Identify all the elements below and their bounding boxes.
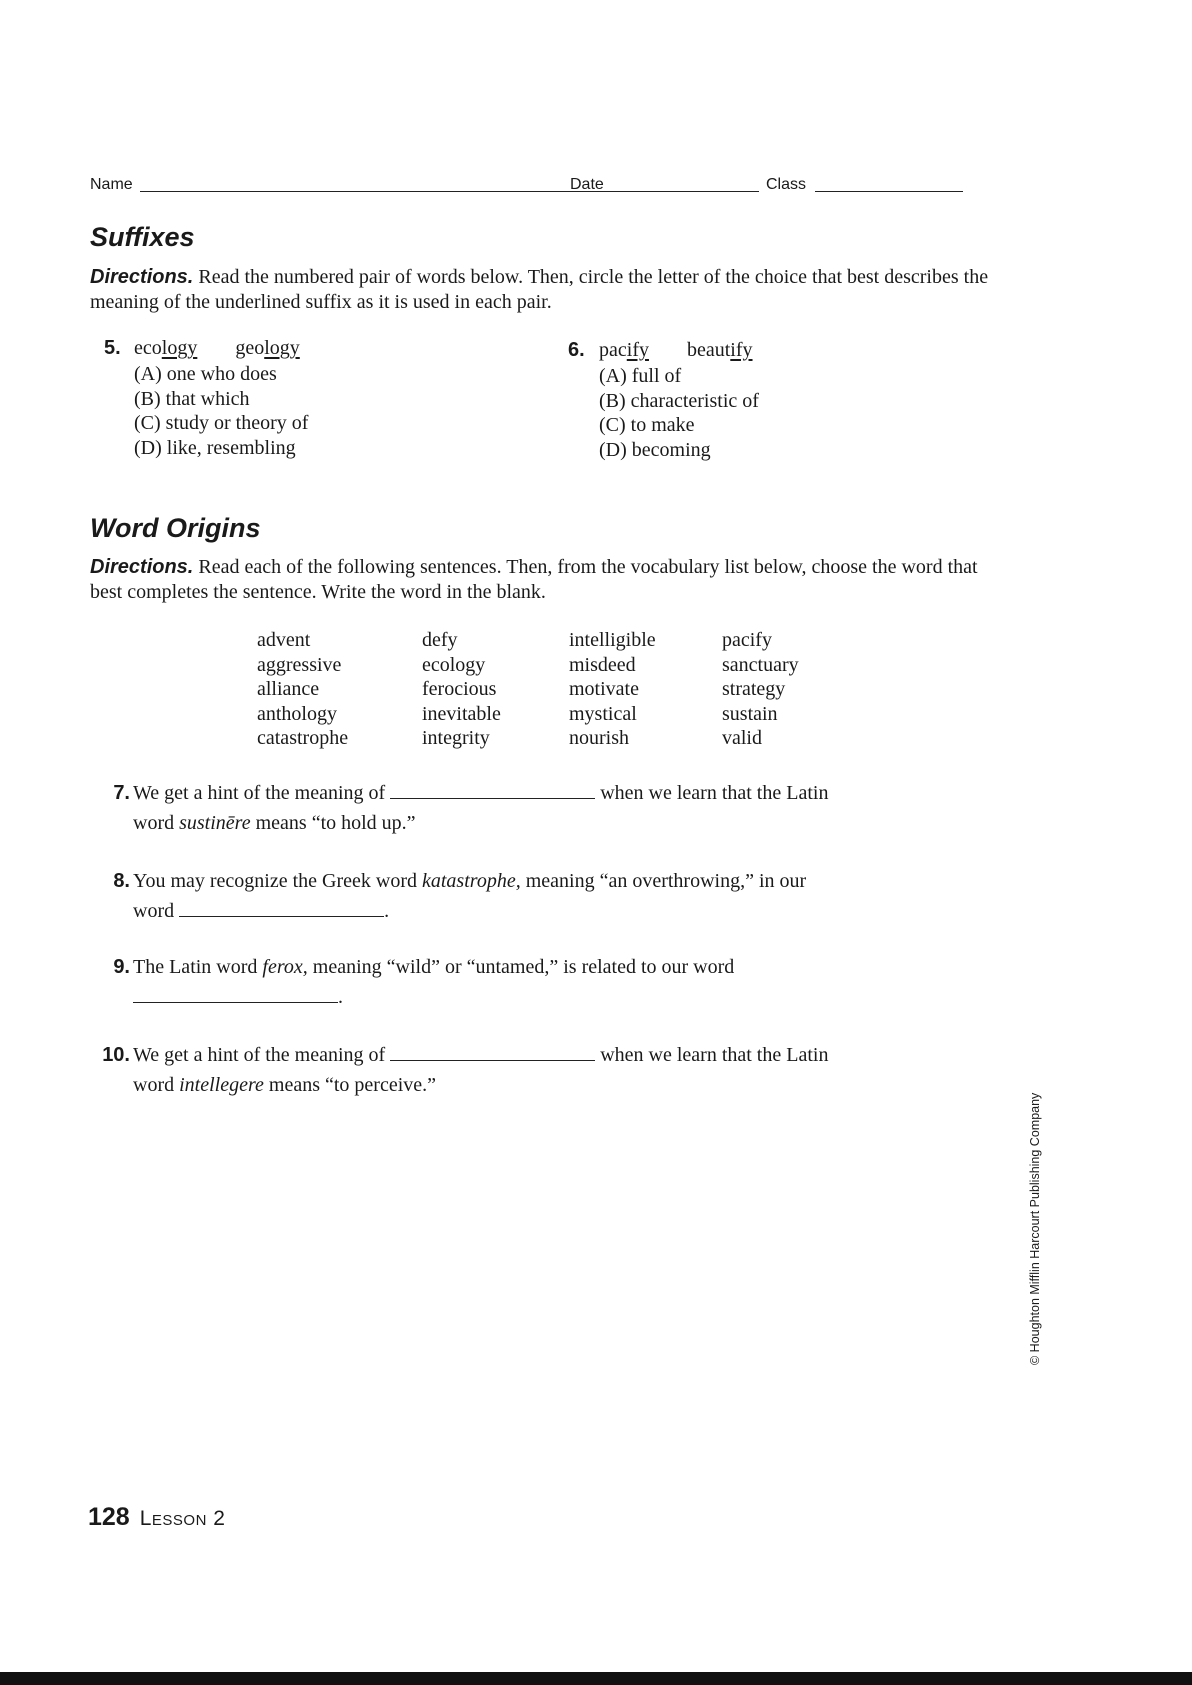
question-5 bbox=[104, 337, 308, 460]
item-number: 9. bbox=[113, 956, 130, 978]
choice-c[interactable]: (C) study or theory of bbox=[134, 412, 309, 434]
item-text: meaning “an overthrowing,” in our bbox=[525, 870, 807, 892]
item-text: when we learn that the Latin bbox=[600, 782, 829, 804]
item-text: word bbox=[133, 812, 175, 834]
name-label: Name bbox=[90, 176, 133, 193]
vocabulary-word: aggressive bbox=[257, 653, 342, 676]
vocabulary-word: defy bbox=[422, 629, 458, 651]
vocabulary-word: misdeed bbox=[569, 653, 636, 676]
latin-word: ferox, bbox=[262, 956, 308, 978]
vocabulary-word: sustain bbox=[722, 702, 778, 725]
question-number: 5. bbox=[104, 337, 121, 359]
choice-c[interactable]: (C) to make bbox=[599, 414, 695, 436]
word2-suffix: ify bbox=[730, 339, 753, 361]
vocabulary-column bbox=[257, 628, 348, 751]
item-text: We get a hint of the meaning of bbox=[133, 1044, 386, 1066]
choice-d[interactable]: (D) becoming bbox=[599, 438, 711, 461]
answer-blank[interactable] bbox=[179, 898, 384, 917]
choice-b[interactable]: (B) characteristic of bbox=[599, 389, 759, 412]
item-text: We get a hint of the meaning of bbox=[133, 782, 386, 804]
choice-d[interactable]: (D) like, resembling bbox=[134, 436, 296, 459]
page-edge-rule bbox=[0, 1672, 1192, 1685]
vocabulary-word: motivate bbox=[569, 678, 639, 700]
question-6 bbox=[568, 339, 759, 462]
item-number: 7. bbox=[113, 782, 130, 804]
word-origins-directions bbox=[90, 555, 990, 605]
latin-word: intellegere bbox=[179, 1074, 264, 1096]
vocabulary-word: inevitable bbox=[422, 702, 501, 725]
answer-blank[interactable] bbox=[390, 1042, 595, 1061]
word1-suffix: ify bbox=[626, 339, 649, 361]
vocabulary-word: catastrophe bbox=[257, 727, 349, 749]
section-title-word-origins: Word Origins bbox=[90, 513, 261, 543]
item-number: 8. bbox=[113, 870, 130, 892]
item-text: means “to hold up.” bbox=[255, 812, 416, 834]
directions-label: Directions. bbox=[90, 556, 194, 578]
word1-suffix: logy bbox=[161, 337, 198, 359]
item-punctuation: . bbox=[384, 900, 390, 922]
vocabulary-word: ferocious bbox=[422, 678, 497, 700]
directions-text: Read the numbered pair of words below. Then, circle the letter of the choice that best describes the meaning of the underlined suffix as it is used in each pair. bbox=[90, 266, 989, 313]
directions-text: Read each of the following sentences. Then, from the vocabulary list below, choose the word that best completes the sentence. Write the word in the blank. bbox=[90, 556, 978, 603]
date-field[interactable] bbox=[609, 191, 759, 192]
vocabulary-column bbox=[569, 628, 656, 751]
class-label: Class bbox=[766, 176, 807, 193]
vocabulary-word: mystical bbox=[569, 702, 637, 725]
word1-stem: eco bbox=[134, 337, 162, 359]
vocabulary-word: pacify bbox=[722, 629, 772, 651]
vocabulary-word: valid bbox=[722, 727, 762, 749]
item-text: when we learn that the Latin bbox=[600, 1044, 829, 1066]
vocabulary-word: integrity bbox=[422, 727, 490, 749]
vocabulary-word: nourish bbox=[569, 727, 629, 749]
item-number: 10. bbox=[102, 1044, 130, 1066]
item-text: word bbox=[133, 900, 175, 922]
vocabulary-word: advent bbox=[257, 629, 311, 651]
item-text: means “to perceive.” bbox=[268, 1074, 437, 1096]
vocabulary-word: anthology bbox=[257, 702, 337, 725]
choice-a[interactable]: (A) full of bbox=[599, 365, 682, 387]
latin-word: sustinēre bbox=[179, 812, 251, 834]
answer-blank[interactable] bbox=[390, 780, 595, 799]
page-footer bbox=[88, 1503, 225, 1532]
word2-suffix: logy bbox=[264, 337, 300, 359]
item-text: You may recognize the Greek word bbox=[133, 870, 417, 892]
vocabulary-column bbox=[422, 628, 501, 751]
item-punctuation: . bbox=[338, 986, 343, 1008]
choice-a[interactable]: (A) one who does bbox=[134, 363, 277, 385]
class-field[interactable] bbox=[815, 191, 963, 192]
greek-word: katastrophe, bbox=[422, 870, 521, 892]
question-number: 6. bbox=[568, 339, 585, 361]
page-number: 128 bbox=[88, 1503, 130, 1531]
suffixes-directions bbox=[90, 265, 990, 315]
vocabulary-word: sanctuary bbox=[722, 653, 799, 676]
word2-stem: beaut bbox=[686, 339, 731, 361]
section-title-suffixes: Suffixes bbox=[90, 222, 195, 252]
vocabulary-word: alliance bbox=[257, 678, 320, 700]
item-text: word bbox=[133, 1074, 175, 1096]
answer-blank[interactable] bbox=[133, 984, 338, 1003]
vocabulary-word: ecology bbox=[422, 653, 486, 676]
item-text: The Latin word bbox=[133, 956, 258, 978]
directions-label: Directions. bbox=[90, 266, 194, 288]
word1-stem: pac bbox=[599, 339, 627, 361]
copyright-notice: © Houghton Mifflin Harcourt Publishing Company bbox=[1028, 1092, 1042, 1365]
vocabulary-word: intelligible bbox=[569, 629, 656, 651]
date-label: Date bbox=[570, 176, 604, 193]
choice-b[interactable]: (B) that which bbox=[134, 387, 250, 410]
item-text: meaning “wild” or “untamed,” is related to our word bbox=[312, 956, 735, 978]
vocabulary-column bbox=[722, 628, 799, 751]
lesson-label: Lesson 2 bbox=[139, 1507, 226, 1530]
word2-stem: geo bbox=[235, 337, 265, 359]
vocabulary-word: strategy bbox=[722, 678, 786, 700]
